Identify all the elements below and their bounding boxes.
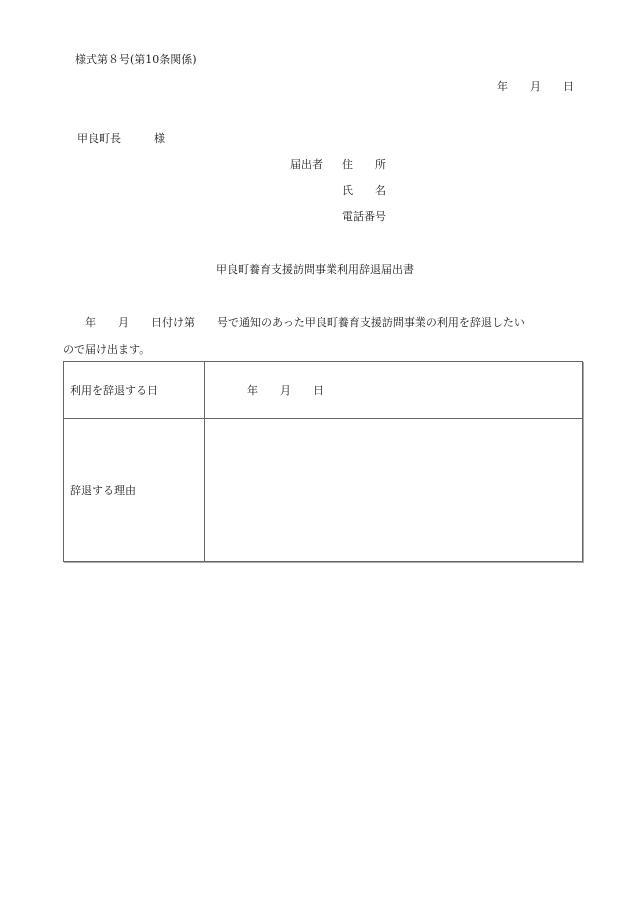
table-label-cell: [64, 419, 205, 561]
form-number: 様式第８号(第10条関係): [75, 53, 197, 66]
table-label-cell: [64, 362, 205, 418]
body-text-line-2: ので届け出ます。: [63, 343, 151, 356]
notifier-phone-label: 電話番号: [342, 210, 386, 223]
withdrawal-reason-label: 辞退する理由: [70, 484, 136, 497]
table-row-withdrawal-date: [64, 362, 582, 419]
notifier-name-label: 氏 名: [342, 184, 386, 197]
withdrawal-date-value: 年 月 日: [247, 384, 324, 397]
body-text-line-1: 年 月 日付け第 号で通知のあった甲良町養育支援訪問事業の利用を辞退したい: [85, 316, 525, 329]
form-table: [63, 361, 583, 562]
notifier-label: 届出者: [290, 158, 323, 171]
notifier-address-label: 住 所: [342, 158, 386, 171]
table-row-withdrawal-reason: [64, 419, 582, 561]
withdrawal-date-field[interactable]: [205, 362, 582, 418]
document-title: 甲良町養育支援訪問事業利用辞退届出書: [216, 263, 414, 276]
addressee: 甲良町長 様: [77, 132, 165, 145]
withdrawal-date-label: 利用を辞退する日: [70, 384, 158, 397]
date-line: 年 月 日: [497, 80, 574, 93]
withdrawal-reason-field[interactable]: [205, 419, 582, 561]
